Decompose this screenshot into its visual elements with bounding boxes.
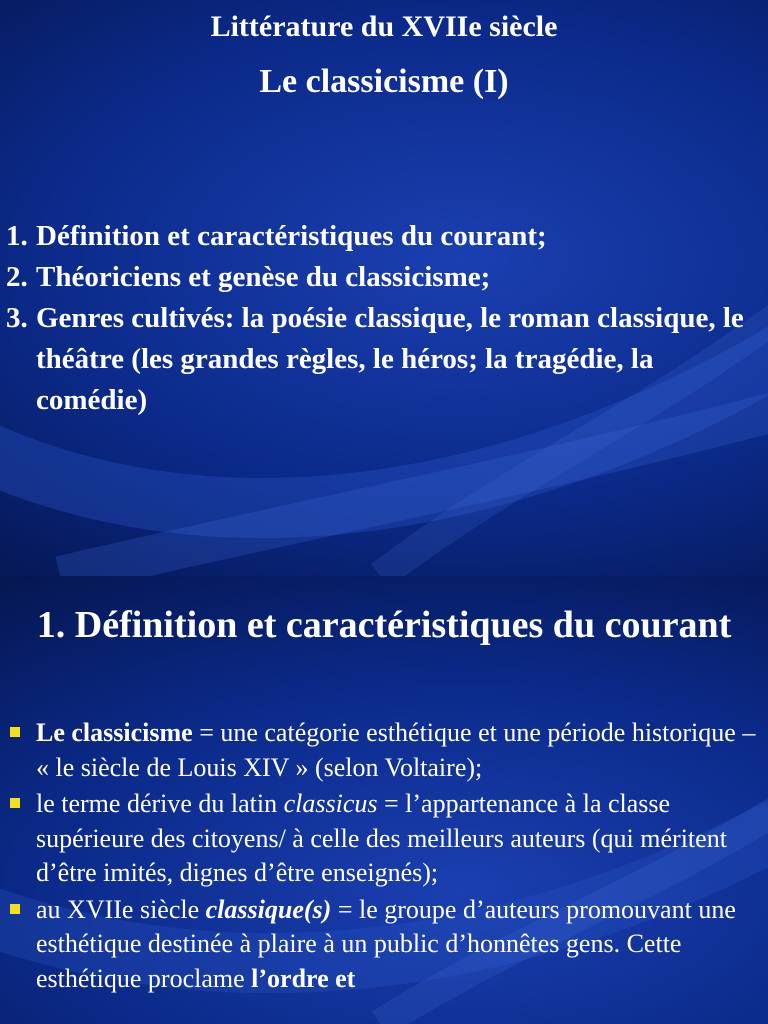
outline-item-text: Genres cultivés: la poésie classique, le roman classique, le théâtre (les grandes règles, le héros; la tragédie, la comédie) (36, 302, 744, 416)
outline-list (6, 216, 756, 421)
bullet-item (8, 716, 760, 785)
square-bullet-icon (8, 893, 36, 997)
bullet-pre: le terme dérive du latin (36, 789, 284, 818)
bullet-post: = le groupe d’auteurs promouvant une esthétique destinée à plaire à un public d’honnêtes gens. Cette esthétique proclame (36, 894, 736, 993)
square-bullet-icon (8, 787, 36, 891)
outline-item-number: 2. (6, 261, 28, 293)
bullet-item (8, 787, 760, 891)
square-bullet-icon (8, 716, 36, 785)
outline-item-number: 1. (6, 220, 28, 252)
slide-supertitle: Littérature du XVIIe siècle (210, 10, 558, 43)
bullet-bold-end: l’ordre et (251, 963, 356, 993)
outline-item-number: 3. (6, 302, 28, 334)
bullet-text (36, 893, 760, 997)
slide-title: Le classicisme (I) (259, 63, 509, 100)
slide-2 (0, 576, 768, 1024)
slide-title: 1. Définition et caractéristiques du courant (36, 604, 732, 646)
bullet-text (36, 787, 760, 891)
bullet-text (36, 716, 760, 785)
bullet-bolditalic-term: classique(s) (205, 894, 332, 924)
bullet-item (8, 893, 760, 997)
outline-item (6, 216, 756, 257)
bullet-italic-term: classicus (283, 789, 378, 818)
outline-item-text: Théoriciens et genèse du classicisme; (36, 261, 491, 293)
bullet-pre: au XVIIe siècle (36, 894, 206, 924)
outline-item (6, 298, 756, 421)
outline-item-text: Définition et caractéristiques du courant; (36, 220, 547, 252)
outline-item (6, 257, 756, 298)
bullet-rest: = une catégorie esthétique et une période historique – « le siècle de Louis XIV » (selon Voltaire); (36, 718, 756, 782)
bullet-list (8, 716, 760, 998)
bullet-post: = l’appartenance à la classe supérieure des citoyens/ à celle des meilleurs auteurs (qui méritent d’être imités, dignes d’être enseignés); (36, 789, 727, 887)
bullet-bold-term: Le classicisme (36, 718, 193, 747)
